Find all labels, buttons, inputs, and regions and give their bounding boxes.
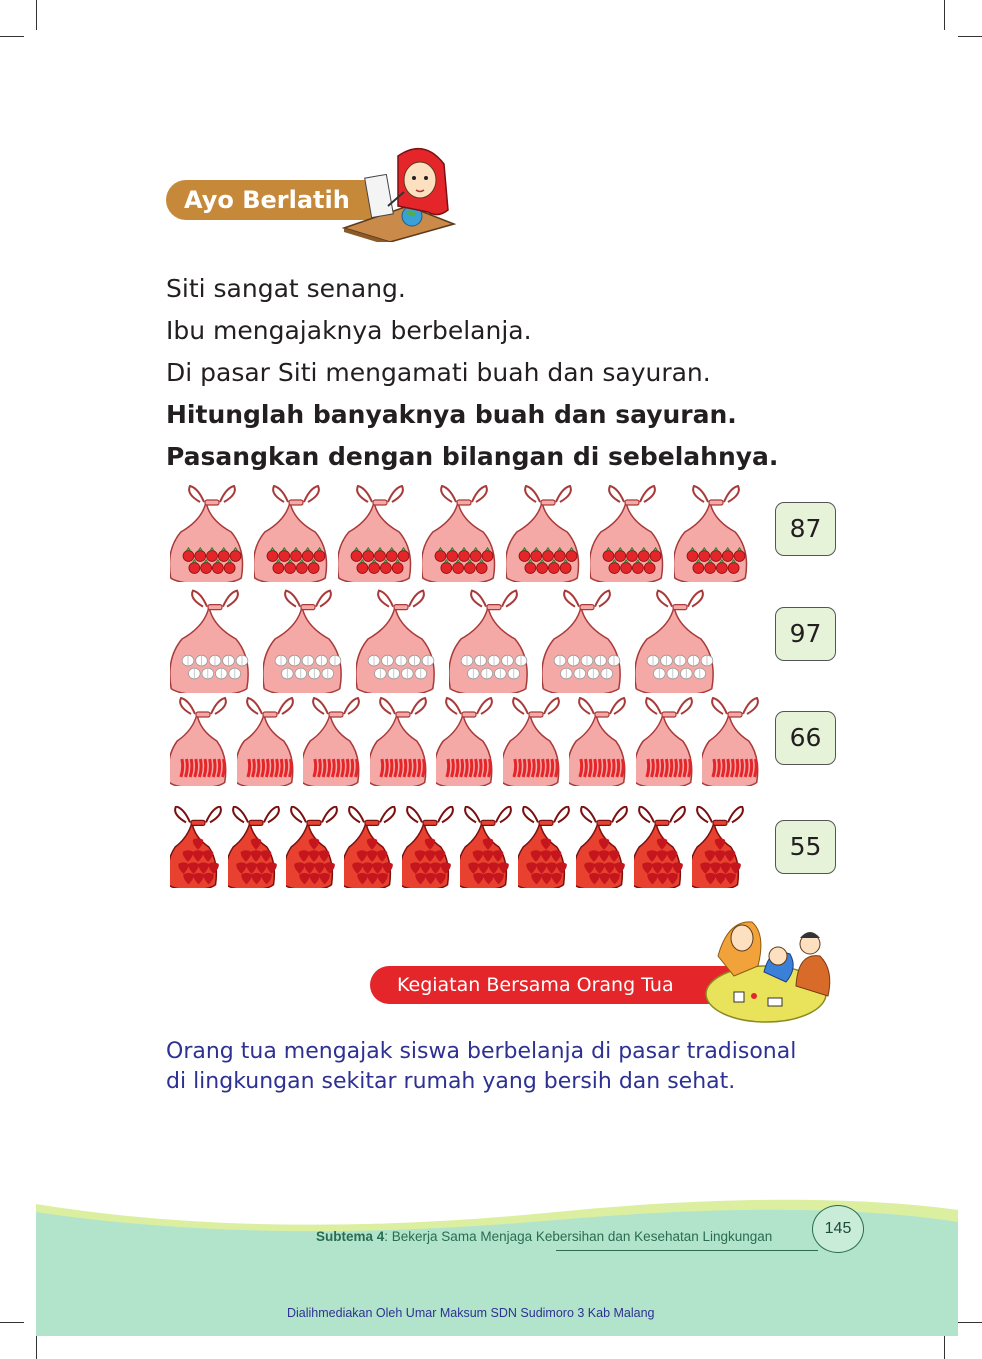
instruction-line: Ibu mengajaknya berbelanja. <box>166 316 532 345</box>
chili-bag-icon <box>303 696 369 786</box>
instruction-line: Di pasar Siti mengamati buah dan sayuran. <box>166 358 711 387</box>
strawberry-bag-icon <box>692 806 748 888</box>
family-activity-icon <box>704 916 838 1026</box>
parent-activity-text <box>166 1037 856 1097</box>
garlic-bag-icon <box>635 585 725 693</box>
subtema-label: Subtema 4 <box>316 1229 385 1244</box>
chili-bag-icon <box>503 696 569 786</box>
garlic-bag-icon <box>356 585 446 693</box>
strawberry-bag-icon <box>344 806 400 888</box>
page-number: 145 <box>812 1205 864 1253</box>
chili-bag-icon <box>436 696 502 786</box>
crop-mark <box>958 36 982 37</box>
strawberry-bag-icon <box>634 806 690 888</box>
crop-mark <box>958 1322 982 1323</box>
strawberry-bag-icon <box>460 806 516 888</box>
number-box[interactable]: 66 <box>775 711 836 765</box>
subtema-title: : Bekerja Sama Menjaga Kebersihan dan Kesehatan Lingkungan <box>384 1229 773 1244</box>
strawberry-bag-icon <box>228 806 284 888</box>
garlic-bag-icon <box>170 585 260 693</box>
instruction-line-bold: Hitunglah banyaknya buah dan sayuran. <box>166 400 737 429</box>
chili-bag-icon <box>569 696 635 786</box>
instructions <box>166 268 846 478</box>
instruction-line: Siti sangat senang. <box>166 274 406 303</box>
garlic-bag-row <box>160 585 760 693</box>
parent-activity-line: Orang tua mengajak siswa berbelanja di pasar tradisonal <box>166 1039 797 1064</box>
footer-subtema <box>316 1229 772 1244</box>
strawberry-bag-icon <box>576 806 632 888</box>
number-box[interactable]: 97 <box>775 607 836 661</box>
chili-bag-icon <box>237 696 303 786</box>
instruction-line-bold: Pasangkan dengan bilangan di sebelahnya. <box>166 442 779 471</box>
girl-studying-icon <box>338 146 456 242</box>
tomato-bag-icon <box>674 482 758 582</box>
crop-mark <box>944 0 945 30</box>
tomato-bag-row <box>160 482 760 582</box>
footer-rule <box>556 1250 818 1251</box>
chili-bag-row <box>160 696 760 786</box>
tomato-bag-icon <box>422 482 506 582</box>
tomato-bag-icon <box>170 482 254 582</box>
tomato-bag-icon <box>254 482 338 582</box>
number-box[interactable]: 55 <box>775 820 836 874</box>
number-box[interactable]: 87 <box>775 502 836 556</box>
parent-activity-banner <box>370 966 730 1004</box>
tomato-bag-icon <box>506 482 590 582</box>
parent-activity-title: Kegiatan Bersama Orang Tua <box>397 974 674 996</box>
garlic-bag-icon <box>263 585 353 693</box>
footer-credit: Dialihmediakan Oleh Umar Maksum SDN Sudimoro 3 Kab Malang <box>287 1306 655 1320</box>
garlic-bag-icon <box>449 585 539 693</box>
strawberry-bag-icon <box>518 806 574 888</box>
chili-bag-icon <box>170 696 236 786</box>
garlic-bag-icon <box>542 585 632 693</box>
section-title: Ayo Berlatih <box>184 186 350 214</box>
strawberry-bag-icon <box>286 806 342 888</box>
chili-bag-icon <box>636 696 702 786</box>
strawberry-bag-icon <box>402 806 458 888</box>
strawberry-bag-icon <box>170 806 226 888</box>
tomato-bag-icon <box>338 482 422 582</box>
chili-bag-icon <box>370 696 436 786</box>
crop-mark <box>0 1322 24 1323</box>
chili-bag-icon <box>702 696 768 786</box>
parent-activity-line: di lingkungan sekitar rumah yang bersih dan sehat. <box>166 1069 736 1094</box>
strawberry-bag-row <box>160 806 760 888</box>
crop-mark <box>0 36 24 37</box>
crop-mark <box>36 0 37 30</box>
tomato-bag-icon <box>590 482 674 582</box>
